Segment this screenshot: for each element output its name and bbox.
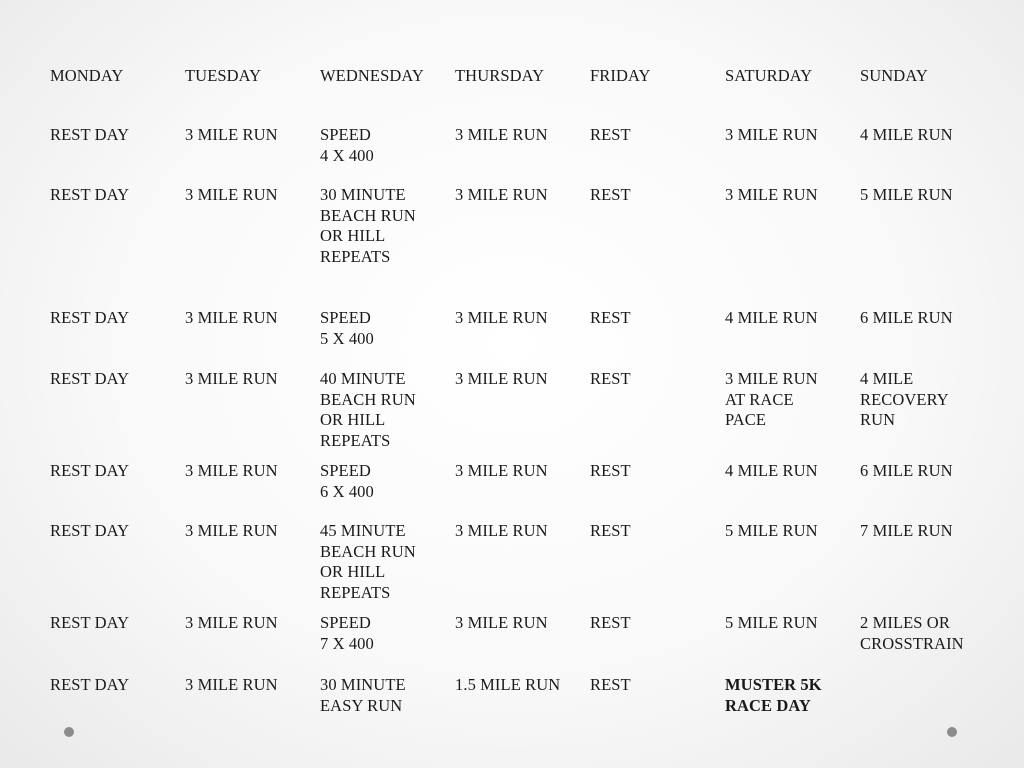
cell-saturday: 4 MILE RUN — [725, 461, 818, 480]
cell-friday: REST — [590, 675, 631, 694]
cell-tuesday: 3 MILE RUN — [185, 308, 278, 327]
cell-friday: REST — [590, 308, 631, 327]
cell-sunday: 4 MILE RECOVERY RUN — [860, 369, 949, 429]
cell-thursday: 3 MILE RUN — [455, 521, 548, 540]
cell-tuesday: 3 MILE RUN — [185, 125, 278, 144]
cell-wednesday: 45 MINUTE BEACH RUN OR HILL REPEATS — [320, 521, 416, 602]
cell-thursday: 3 MILE RUN — [455, 125, 548, 144]
cell-saturday: 3 MILE RUN — [725, 185, 818, 204]
cell-monday: REST DAY — [50, 369, 130, 388]
cell-friday: REST — [590, 461, 631, 480]
cell-thursday: 3 MILE RUN — [455, 308, 548, 327]
cell-wednesday: 30 MINUTE EASY RUN — [320, 675, 406, 715]
cell-thursday: 3 MILE RUN — [455, 185, 548, 204]
cell-monday: REST DAY — [50, 613, 130, 632]
cell-wednesday: SPEED 5 X 400 — [320, 308, 374, 348]
cell-monday: REST DAY — [50, 185, 130, 204]
header-tuesday: TUESDAY — [185, 66, 262, 85]
cell-sunday: 2 MILES OR CROSSTRAIN — [860, 613, 964, 653]
cell-friday: REST — [590, 521, 631, 540]
cell-monday: REST DAY — [50, 308, 130, 327]
cell-thursday: 3 MILE RUN — [455, 613, 548, 632]
cell-tuesday: 3 MILE RUN — [185, 613, 278, 632]
cell-monday: REST DAY — [50, 461, 130, 480]
cell-tuesday: 3 MILE RUN — [185, 461, 278, 480]
cell-friday: REST — [590, 125, 631, 144]
cell-friday: REST — [590, 613, 631, 632]
cell-saturday: 5 MILE RUN — [725, 521, 818, 540]
header-monday: MONDAY — [50, 66, 124, 85]
right-decor-dot — [947, 727, 957, 737]
cell-sunday: 6 MILE RUN — [860, 308, 953, 327]
cell-sunday: 4 MILE RUN — [860, 125, 953, 144]
cell-thursday: 3 MILE RUN — [455, 461, 548, 480]
race-day-cell: MUSTER 5K RACE DAY — [725, 675, 822, 715]
cell-wednesday: SPEED 7 X 400 — [320, 613, 374, 653]
cell-sunday: 7 MILE RUN — [860, 521, 953, 540]
cell-tuesday: 3 MILE RUN — [185, 185, 278, 204]
cell-wednesday: 40 MINUTE BEACH RUN OR HILL REPEATS — [320, 369, 416, 450]
cell-sunday: 6 MILE RUN — [860, 461, 953, 480]
cell-wednesday: 30 MINUTE BEACH RUN OR HILL REPEATS — [320, 185, 416, 266]
cell-monday: REST DAY — [50, 675, 130, 694]
left-decor-dot — [64, 727, 74, 737]
cell-thursday: 1.5 MILE RUN — [455, 675, 561, 694]
cell-friday: REST — [590, 185, 631, 204]
header-sunday: SUNDAY — [860, 66, 928, 85]
cell-thursday: 3 MILE RUN — [455, 369, 548, 388]
cell-wednesday: SPEED 4 X 400 — [320, 125, 374, 165]
cell-friday: REST — [590, 369, 631, 388]
header-saturday: SATURDAY — [725, 66, 813, 85]
header-wednesday: WEDNESDAY — [320, 66, 424, 85]
header-thursday: THURSDAY — [455, 66, 545, 85]
cell-wednesday: SPEED 6 X 400 — [320, 461, 374, 501]
cell-tuesday: 3 MILE RUN — [185, 369, 278, 388]
cell-saturday: 3 MILE RUN — [725, 125, 818, 144]
cell-tuesday: 3 MILE RUN — [185, 521, 278, 540]
cell-saturday: 3 MILE RUN AT RACE PACE — [725, 369, 818, 429]
cell-monday: REST DAY — [50, 125, 130, 144]
header-friday: FRIDAY — [590, 66, 651, 85]
cell-saturday: 4 MILE RUN — [725, 308, 818, 327]
cell-tuesday: 3 MILE RUN — [185, 675, 278, 694]
cell-monday: REST DAY — [50, 521, 130, 540]
cell-sunday: 5 MILE RUN — [860, 185, 953, 204]
cell-saturday: 5 MILE RUN — [725, 613, 818, 632]
